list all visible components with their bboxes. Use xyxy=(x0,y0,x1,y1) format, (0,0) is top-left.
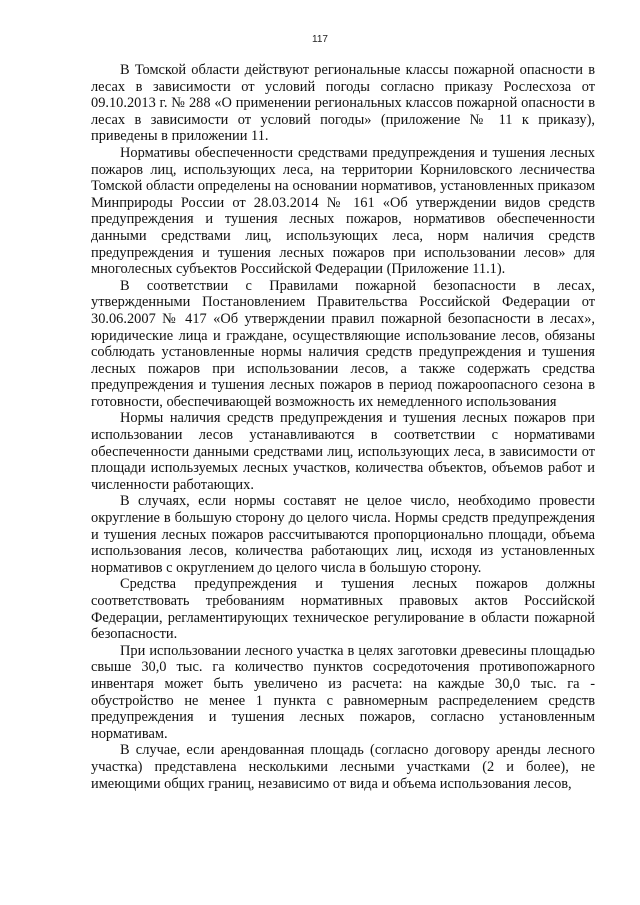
paragraph-multiple-plots: В случае, если арендованная площадь (согласно договору аренды лесного участка) представлена несколькими лесными участками (2 и более), не имеющими общих границ, независимо от вида и объема использования лесов, xyxy=(91,742,595,792)
paragraph-norms-established: Нормы наличия средств предупреждения и тушения лесных пожаров при использовании лесов устанавливаются в соответствии с нормативами обеспеченности данными средствами лиц, использующих леса, в зависимости от площади используемых лесных участков, количества объектов, объемов работ и численности работающих. xyxy=(91,410,595,493)
paragraph-equipment-standards: Нормативы обеспеченности средствами предупреждения и тушения лесных пожаров лиц, использующих леса, на территории Корниловского лесничества Томской области определены на основании нормативов, установленных приказом Минприроды России от 28.03.2014 № 161 «Об утверждении видов средств предупреждения и тушения лесных пожаров, нормативов обеспеченности данными средствами лиц, использующих леса, норм наличия средств предупреждения и тушения лесных пожаров при использовании лесов» для многолесных субъектов Российской Федерации (Приложение 11.1). xyxy=(91,144,595,278)
body-text xyxy=(91,62,595,792)
paragraph-equipment-requirements: Средства предупреждения и тушения лесных пожаров должны соответствовать требованиям нормативных правовых актов Российской Федерации, регламентирующих техническое регулирование в области пожарной безопасности. xyxy=(91,576,595,643)
paragraph-large-area-points: При использовании лесного участка в целях заготовки древесины площадью свыше 30,0 тыс. га количество пунктов сосредоточения противопожарного инвентаря может быть увеличено из расчета: на каждые 30,0 тыс. га - обустройство не менее 1 пункта с равномерным распределением средств предупреждения и тушения лесных пожаров, согласно установленным нормативам. xyxy=(91,642,595,742)
page-number: 117 xyxy=(312,34,328,45)
paragraph-rounding-rule: В случаях, если нормы составят не целое число, необходимо провести округление в большую сторону до целого числа. Нормы средств предупреждения и тушения лесных пожаров рассчитываются пропорционально площади, объема использования лесов, количества работающих лиц, исходя из установленных нормативов с округлением до целого числа в большую сторону. xyxy=(91,493,595,576)
paragraph-regional-fire-classes: В Томской области действуют региональные классы пожарной опасности в лесах в зависимости от условий погоды согласно приказу Рослесхоза от 09.10.2013 г. № 288 «О применении региональных классов пожарной опасности в лесах в зависимости от условий погоды» (приложение № 11 к приказу), приведены в приложении 11. xyxy=(91,62,595,145)
paragraph-fire-safety-rules: В соответствии с Правилами пожарной безопасности в лесах, утвержденными Постановлением Правительства Российской Федерации от 30.06.2007 № 417 «Об утверждении правил пожарной безопасности в лесах», юридические лица и граждане, осуществляющие использование лесов, обязаны соблюдать установленные нормы наличия средств предупреждения и тушения лесных пожаров при использовании лесов, а также содержать средства предупреждения и тушения лесных пожаров в период пожароопасного сезона в готовности, обеспечивающей возможность их немедленного использования xyxy=(91,277,595,410)
